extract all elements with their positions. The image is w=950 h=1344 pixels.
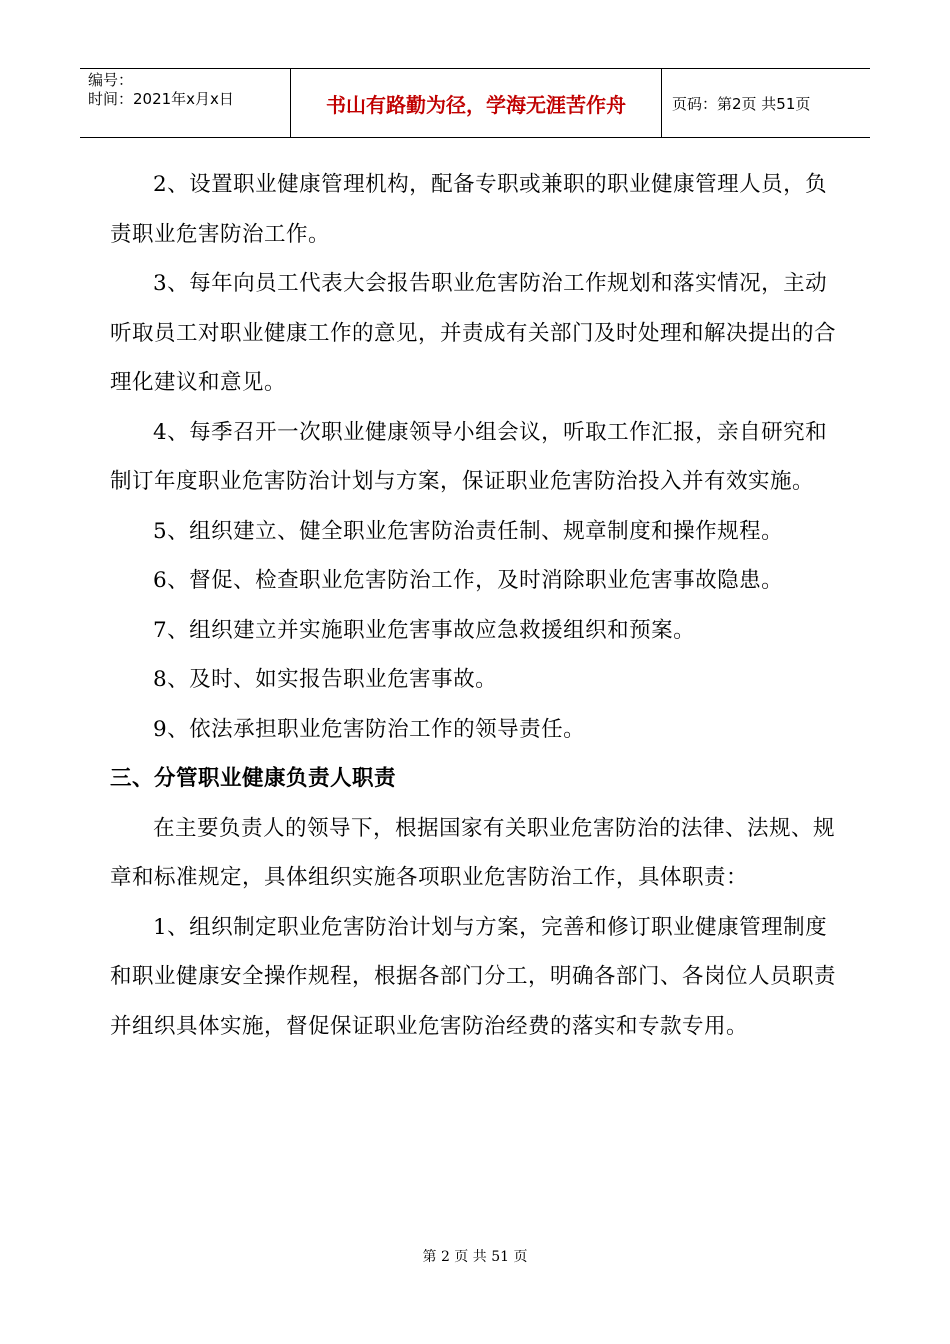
document-body [110,160,845,1051]
paragraph-item-7: 7、组织建立并实施职业危害事故应急救援组织和预案。 [153,617,696,643]
header-page-info: 页码：第2页 共51页 [672,94,811,113]
section-heading: 三、分管职业健康负责人职责 [110,766,397,791]
paragraph-item-8: 8、及时、如实报告职业危害事故。 [153,667,498,692]
header-meta [80,69,290,137]
paragraph-item-9: 9、依法承担职业危害防治工作的领导责任。 [153,716,586,742]
paragraph-item-4: 4、每季召开一次职业健康领导小组会议，听取工作汇报，亲自研究和制订年度职业危害防治计划与方案，保证职业危害防治投入并有效实施。 [110,419,828,494]
paragraph-item-6: 6、督促、检查职业危害防治工作，及时消除职业危害事故隐患。 [153,568,784,593]
header-motto: 书山有路勤为径，学海无涯苦作舟 [290,69,662,137]
paragraph-item-3: 3、每年向员工代表大会报告职业危害防治工作规划和落实情况，主动听取员工对职业健康工作的意见，并责成有关部门及时处理和解决提出的合理化建议和意见。 [110,271,837,395]
document-date: 时间：2021年x月x日 [88,90,234,108]
paragraph-item-5: 5、组织建立、健全职业危害防治责任制、规章制度和操作规程。 [153,518,784,544]
paragraph-intro: 在主要负责人的领导下，根据国家有关职业危害防治的法律、法规、规章和标准规定，具体组织实施各项职业危害防治工作，具体职责： [110,815,836,890]
paragraph-item-1: 1、组织制定职业危害防治计划与方案，完善和修订职业健康管理制度和职业健康安全操作规程，根据各部门分工，明确各部门、各岗位人员职责并组织具体实施，督促保证职业危害防治经费的落实和专款专用。 [110,914,837,1039]
document-number-label: 编号： [88,71,134,89]
page-footer: 第 2 页 共 51 页 [422,1249,528,1265]
paragraph-item-2: 2、设置职业健康管理机构，配备专职或兼职的职业健康管理人员，负责职业危害防治工作。 [110,172,828,247]
page-header [80,68,870,138]
